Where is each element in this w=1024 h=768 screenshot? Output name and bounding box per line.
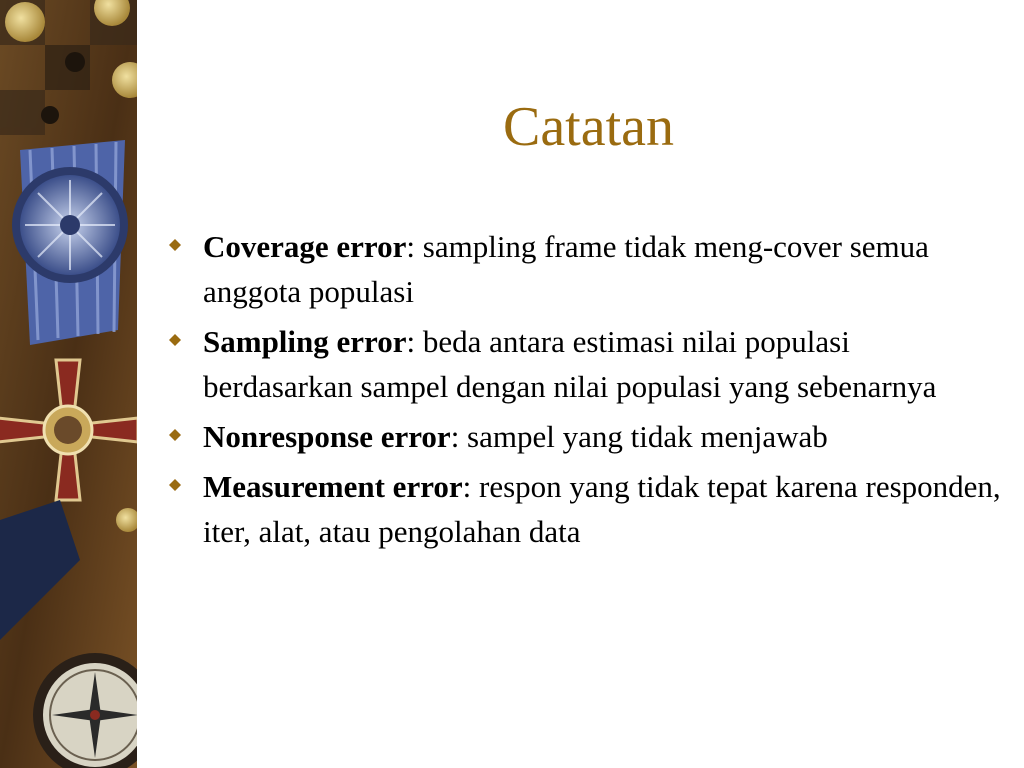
bullet-term: Nonresponse error — [203, 419, 451, 454]
bullet-item-nonresponse-error — [165, 414, 1005, 459]
slide-title: Catatan — [502, 96, 675, 158]
bullet-term: Sampling error — [203, 324, 407, 359]
medals-illustration — [0, 0, 137, 768]
bullet-text: : respon yang tidak tepat karena responden, iter, alat, atau pengolahan data — [203, 469, 1001, 549]
decorative-side-image — [0, 0, 137, 768]
diamond-bullet-icon — [169, 479, 181, 491]
bullet-term: Coverage error — [203, 229, 407, 264]
diamond-bullet-icon — [169, 334, 181, 346]
bullet-text: : sampel yang tidak menjawab — [450, 419, 828, 454]
diamond-bullet-icon — [169, 429, 181, 441]
bullet-text: : sampling frame tidak meng-cover semua anggota populasi — [203, 229, 929, 309]
bullet-term: Measurement error — [203, 469, 463, 504]
bullet-item-sampling-error — [165, 319, 1005, 409]
diamond-bullet-icon — [169, 239, 181, 251]
bullet-text: : beda antara estimasi nilai populasi berdasarkan sampel dengan nilai populasi yang sebenarnya — [203, 324, 937, 404]
bullet-list — [165, 224, 1005, 559]
bullet-item-coverage-error — [165, 224, 1005, 314]
bullet-item-measurement-error — [165, 464, 1005, 554]
